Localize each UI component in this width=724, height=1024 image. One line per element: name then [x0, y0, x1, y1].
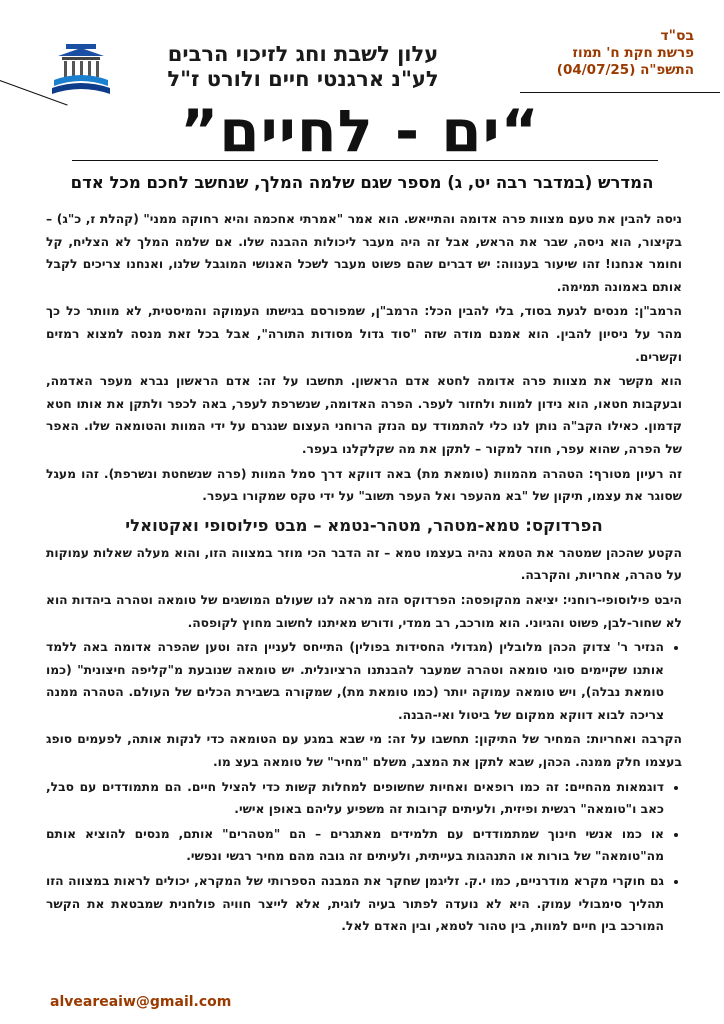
date-block	[557, 28, 694, 79]
paragraph-1: ניסה להבין את טעם מצוות פרה אדומה והתייאש. הוא אמר "אמרתי אחכמה והיא רחוקה ממני" (קהלת ז, כ"ג) – בקיצור, הוא ניסה, שבר את הראש, אבל זה היה מעבר ליכולות ההבנה שלו. אם שלמה המלך לא הצליח, קל וחומר אנחנו! זהו שיעור בענווה: יש דברים שהם פשוט מעבר לשכל האנושי המוגבל שלנו, ואנחנו צריכים לקבל אותם באמונה תמימה.	[46, 212, 682, 294]
article-body	[46, 208, 682, 940]
page-title: “ים - לחיים”	[180, 97, 540, 165]
section-heading: הפרדוקס: טמא-מטהר, מטהר-נטמא – מבט פילוסופי ואקטואלי	[125, 515, 603, 535]
paragraph-4: זה רעיון מטורף: הטהרה מהמוות (טומאת מת) באה דווקא דרך סמל המוות (פרה שנשחטת ונשרפת). זהו מעגל שסוגר את עצמו, תיקון של "בא מהעפר ואל העפר תשוב" על ידי טקס שמקורו בעפר.	[46, 466, 682, 504]
bsd-label: בס"ד	[660, 28, 694, 44]
paragraph-5: הקטע שהכהן שמטהר את הטמא נהיה בעצמו טמא – זה הדבר הכי מוזר במצווה הזו, והוא מעלה שאלות עמוקות על טהרה, אחריות, והקרבה.	[46, 545, 682, 583]
contact-email[interactable]: alveareaiw@gmail.com	[50, 994, 232, 1010]
paragraph-6: היבט פילוסופי-רוחני: יציאה מהקופסה: הפרדוקס הזה מראה לנו שעולם המושגים של טומאה וטהרה ביהדות הוא לא שחור-לבן, פשוט והגיוני. הוא מורכב, רב ממדי, ודורש מאיתנו לחשוב מחוץ לקופסה.	[46, 592, 682, 630]
dedication-line-2: לע"נ ארגנטי חיים ולורט ז"ל	[167, 67, 439, 91]
dedication	[108, 42, 498, 92]
hebrew-date: התשפ"ה (04/07/25)	[556, 62, 694, 78]
list-item: • גם חוקרי מקרא מודרניים, כמו י.ק. זליגמן שחקר את המבנה הספרותי של המקרא, יכולים לראות במצווה הזו תהליך סימבולי עמוק. היא לא נועדה לפתור בעיה לוגית, אלא לייצר חוויה פולחנית שמבטאת את הקשר המורכב בין חיים למוות, בין טהור לטמא, ובין האדם לאל.	[46, 870, 664, 938]
decor-line-right	[520, 92, 720, 93]
list-item: • או כמו אנשי חינוך שמתמודדים עם תלמידים מאתגרים – הם "מטהרים" אותם, מנסים להוציא אותם מה"טומאה" של בורות או התנהגות בעייתית, ולעיתים זה גובה מהם מחיר רגשי ונפשי.	[46, 823, 664, 868]
paragraph-7: הקרבה ואחריות: המחיר של התיקון: תחשבו על זה: מי שבא במגע עם הטומאה כדי לנקות אותה, לפעמים סופג בעצמו חלק ממנה. הכהן, שבא לתקן את המצב, משלם "מחיר" של טומאה בעצ מו.	[46, 732, 682, 770]
list-item: • הנזיר ר' צדוק הכהן מלובלין (מגדולי החסידות בפולין) התייחס לעניין הזה וטען שהפרה אדומה באה ללמד אותנו שקיימים סוגי טומאה וטהרה שמעבר להבנתנו הרציונלית. יש טומאה שנובעת מ"קליפה חיצונית" (כמו טומאת נבלה), ויש טומאה עמוקה יותר (כמו טומאת מת), שמקורה בשבירת הכלים של העולם. הטהרה ממנה צריכה לבוא דווקא ממקום של ביטול ואי-הבנה.	[46, 636, 664, 726]
paragraph-3: הוא מקשר את מצוות פרה אדומה לחטא אדם הראשון. תחשבו על זה: אדם הראשון נברא מעפר האדמה, ובעקבות חטאו, הוא נידון למוות ולחזור לעפר. הפרה האדומה, שנשרפת לעפר, באה לכפר ולתקן את אותו חטא קדמון. כאילו הקב"ה נותן לנו כלי להתמודד עם הנזק הרוחני העצום שנגרם על ידי המוות והטומאה שלו. האפר של הפרה, שהוא עפר, חוזר למקור – לתקן את מה שקלקלנו בעפר.	[46, 374, 682, 456]
dedication-line-1: עלון לשבת וחג לזיכוי הרבים	[167, 42, 439, 66]
bullet-list-1	[46, 636, 682, 726]
paragraph-2: הרמב"ן: מנסים לגעת בסוד, בלי להבין הכל: הרמב"ן, שמפורסם בגישתו העמוקה והמיסטית, לא מוותר כל כך מהר על ניסיון להבין. הוא אמנם מודה שזה "סוד גדול מסודות התורה", אבל בכל זאת מנסה למצוא רמזים וקשרים.	[46, 304, 682, 364]
list-item: • דוגמאות מהחיים: זה כמו רופאים ואחיות שחשופים למחלות קשות כדי להציל חיים. הם מתמודדים עם סבל, כאב ו"טומאה" רגשית ופיזית, ולעיתים קרובות זה משפיע עליהם באופן אישי.	[46, 776, 664, 821]
parasha-label: פרשת חקת ח' תמוז	[572, 45, 694, 61]
subtitle: המדרש (במדבר רבה יט, ג) מספר שגם שלמה המלך, שנחשב לחכם מכל אדם	[70, 173, 654, 192]
header	[0, 22, 724, 102]
bullet-list-2	[46, 776, 682, 938]
logo-icon	[50, 42, 112, 100]
title-underline	[72, 160, 658, 161]
